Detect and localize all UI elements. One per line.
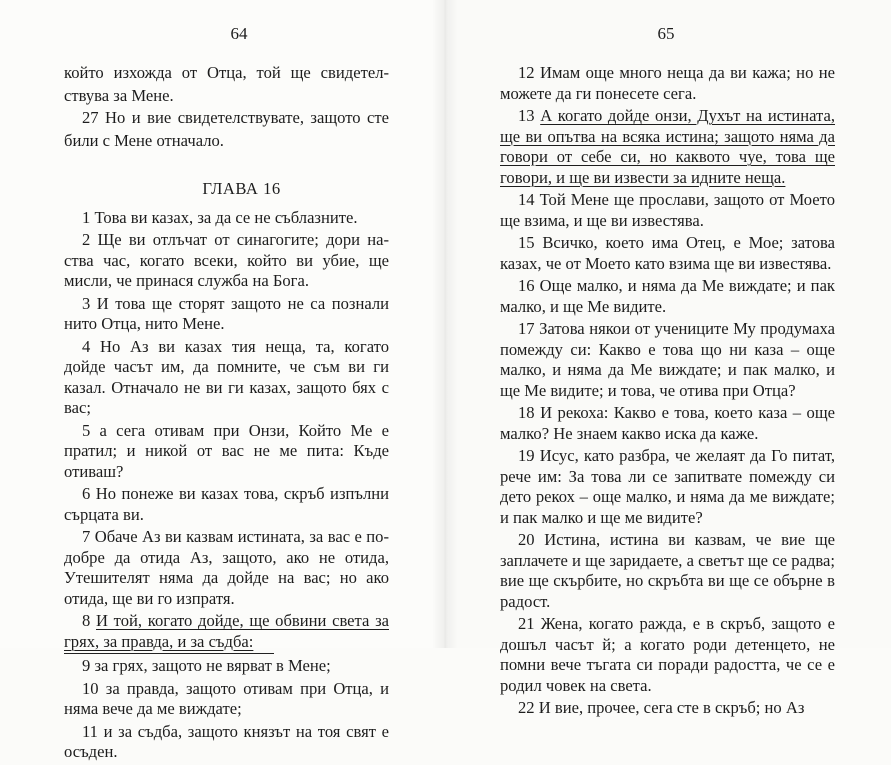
verse-9: 9 за грях, защото не вярват в Мене; — [82, 656, 331, 675]
underline-rule — [64, 653, 274, 654]
verse-14: 14 Той Мене ще прослави, защото от Моето ще взима, и ще ви известява. — [500, 190, 835, 230]
continuation-line: който изхожда от Отца, той ще свидетел- — [64, 63, 389, 82]
chapter-heading: ГЛАВА 16 — [202, 179, 281, 198]
verse-8-underlined: И той, когато дойде, ще обвини света за грях, за правда, и за съдба: — [64, 611, 389, 651]
verse-3: 3 И това ще сторят защото не са познали нито Отца, нито Мене. — [64, 293, 389, 333]
page-number-left: 64 — [230, 24, 248, 43]
right-text-block — [500, 63, 835, 721]
verse-22: 22 И вие, прочее, сега сте в скръб; но Аз — [518, 698, 805, 717]
verse-12: 12 Имам още много неща да ви кажа; но не можете да ги понесете сега. — [500, 63, 835, 103]
verse-7: 7 Обаче Аз ви казвам истината, за вас е по-добре да отида Аз, защото, ако не отида, Утешителят няма да дойде на вас; но ако отида, ще ви го изпратя. — [64, 527, 389, 608]
verse-27-line: били с Мене отначало. — [64, 130, 224, 150]
verse-27-line: 27 Но и вие свидетелствувате, защото сте — [82, 108, 389, 127]
verse-16: 16 Още малко, и няма да Ме виждате; и пак малко, и ще Ме видите. — [500, 276, 835, 316]
verse-15: 15 Всичко, което има Отец, е Мое; затова казах, че от Моето като взима ще ви известява. — [500, 233, 835, 273]
verse-19: 19 Исус, като разбра, че желаят да Го питат, рече им: За това ли се запитвате помежду си дето рекох – още малко, и няма да ме виждате; и пак малко и ще ме видите? — [500, 446, 835, 527]
left-text-block — [64, 63, 389, 765]
verse-2: 2 Ще ви отлъчат от синагогите; дори на-ства час, когато всеки, който ви убие, ще мисли, че принася служба на Бога. — [64, 230, 389, 290]
continuation-line: ствува за Мене. — [64, 85, 174, 105]
verse-17: 17 Затова някои от учениците Му продумаха помежду си: Какво е това що ни каза – още малко, и няма да Ме виждате; и пак малко, и ще Ме видите; и това, че отива при Отца? — [500, 319, 835, 400]
verse-1: 1 Това ви казах, за да се не съблазните. — [82, 207, 358, 227]
verse-11: 11 и за съдба, защото князът на тоя свят е осъден. — [64, 721, 389, 761]
verse-10: 10 за правда, защото отивам при Отца, и няма вече да ме виждате; — [64, 678, 389, 718]
verse-8-number: 8 — [82, 611, 96, 630]
verse-18: 18 И рекоха: Какво е това, което каза – още малко? Не знаем какво иска да каже. — [500, 403, 835, 443]
verse-4: 4 Но Аз ви казах тия неща, та, когато дойде часът им, да помните, че съм ви ги казал. Отначало не ви ги казах, защото бях с вас; — [64, 336, 389, 417]
book-gutter — [432, 0, 458, 648]
verse-21: 21 Жена, когато ражда, е в скръб, защото е дошъл часът й; а когато роди детенцето, не помни вече тъгата си поради радостта, че се е родил човек на света. — [500, 614, 835, 695]
verse-20: 20 Истина, истина ви казвам, че вие ще заплачете и ще заридаете, а светът ще се радва; вие ще скърбите, но скръбта ви ще се обърне в радост. — [500, 530, 835, 611]
verse-8 — [64, 611, 389, 652]
verse-6: 6 Но понеже ви казах това, скръб изпълни сърцата ви. — [64, 484, 389, 524]
verse-13-number: 13 — [518, 106, 541, 125]
verse-5: 5 а сега отивам при Онзи, Който Ме е пратил; и никой от вас не ме пита: Къде отиваш? — [64, 420, 389, 481]
page-number-right: 65 — [657, 24, 675, 43]
verse-13 — [500, 106, 835, 188]
verse-13-underlined: А когато дойде онзи, Духът на истината, ще ви опътва на всяка истина; защото няма да говори от себе си, но каквото чуе, това ще говори, и ще ви извести за идните неща. — [500, 106, 835, 187]
